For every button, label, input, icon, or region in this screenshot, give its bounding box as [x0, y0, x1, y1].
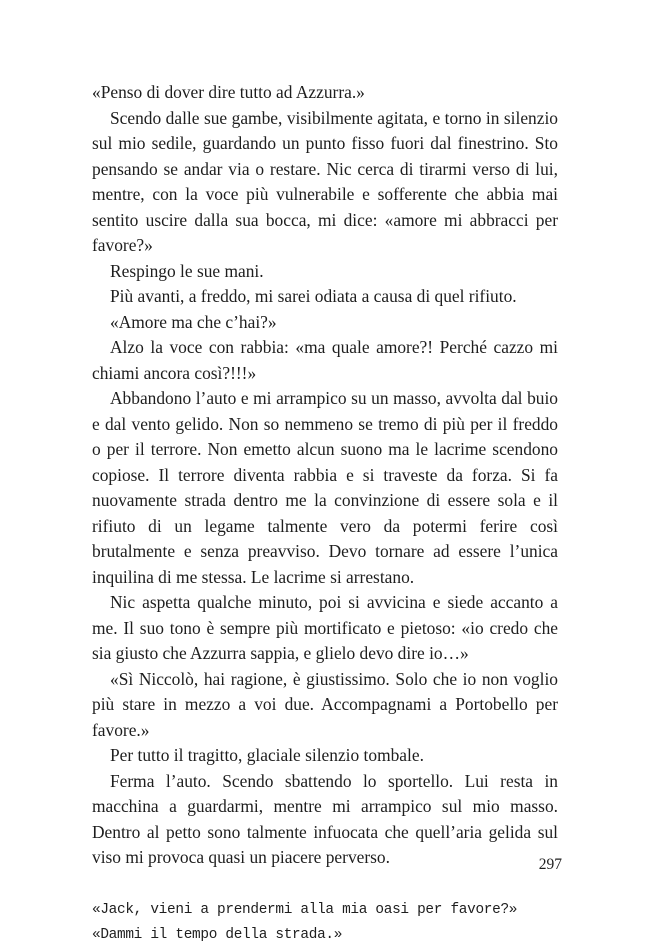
- book-page: [92, 80, 558, 949]
- paragraph-4: Più avanti, a freddo, mi sarei odiata a causa di quel rifiuto.: [110, 286, 517, 306]
- message-1: «Jack, vieni a prendermi alla mia oasi per favore?»: [92, 901, 518, 918]
- paragraph-6: Alzo la voce con rabbia: «ma quale amore?! Perché cazzo mi chiami ancora così?!!!»: [92, 337, 558, 383]
- paragraph-7: Abbandono l’auto e mi arrampico su un masso, avvolta dal buio e dal vento gelido. Non so nemmeno se tremo di più per il freddo o per il terrore. Non emetto alcun suono ma le lacrime scendono copiose. Il terrore diventa rabbia e si traveste da forza. Si fa nuovamente strada dentro me la convinzione di essere sola e il rifiuto di un legame talmente vero da potermi ferire così brutalmente e senza preavviso. Devo tornare ad essere l’unica inquilina di me stessa. Le lacrime si arrestano.: [92, 388, 558, 587]
- text-messages: [92, 898, 558, 949]
- paragraph-10: Per tutto il tragitto, glaciale silenzio tombale.: [110, 745, 424, 765]
- paragraph-2: Scendo dalle sue gambe, visibilmente agitata, e torno in silenzio sul mio sedile, guardando un punto fisso fuori dal finestrino. Sto pensando se andar via o restare. Nic cerca di tirarmi verso di lui, mentre, con la voce più vulnerabile e sofferente che abbia mai sentito uscire dalla sua bocca, mi dice: «amore mi abbracci per favore?»: [92, 107, 558, 255]
- main-text: [92, 80, 558, 871]
- paragraph-11: Ferma l’auto. Scendo sbattendo lo sportello. Lui resta in macchina a guardarmi, mentre mi arrampico sul mio masso. Dentro al petto sono talmente infuocata che quell’aria gelida sul viso mi provoca quasi un piacere perverso.: [92, 770, 558, 867]
- paragraph-9: «Sì Niccolò, hai ragione, è giustissimo. Solo che io non voglio più stare in mezzo a voi due. Accompagnami a Portobello per favore.»: [92, 668, 558, 740]
- paragraph-5: «Amore ma che c’hai?»: [110, 311, 277, 332]
- message-2: «Dammi il tempo della strada.»: [92, 927, 343, 943]
- page-number: 297: [538, 856, 562, 873]
- paragraph-1: «Penso di dover dire tutto ad Azzurra.»: [92, 82, 365, 102]
- paragraph-3: Respingo le sue mani.: [110, 260, 264, 281]
- paragraph-8: Nic aspetta qualche minuto, poi si avvicina e siede accanto a me. Il suo tono è sempre più mortificato e pietoso: «io credo che sia giusto che Azzurra sappia, e glielo devo dire io…»: [92, 592, 558, 663]
